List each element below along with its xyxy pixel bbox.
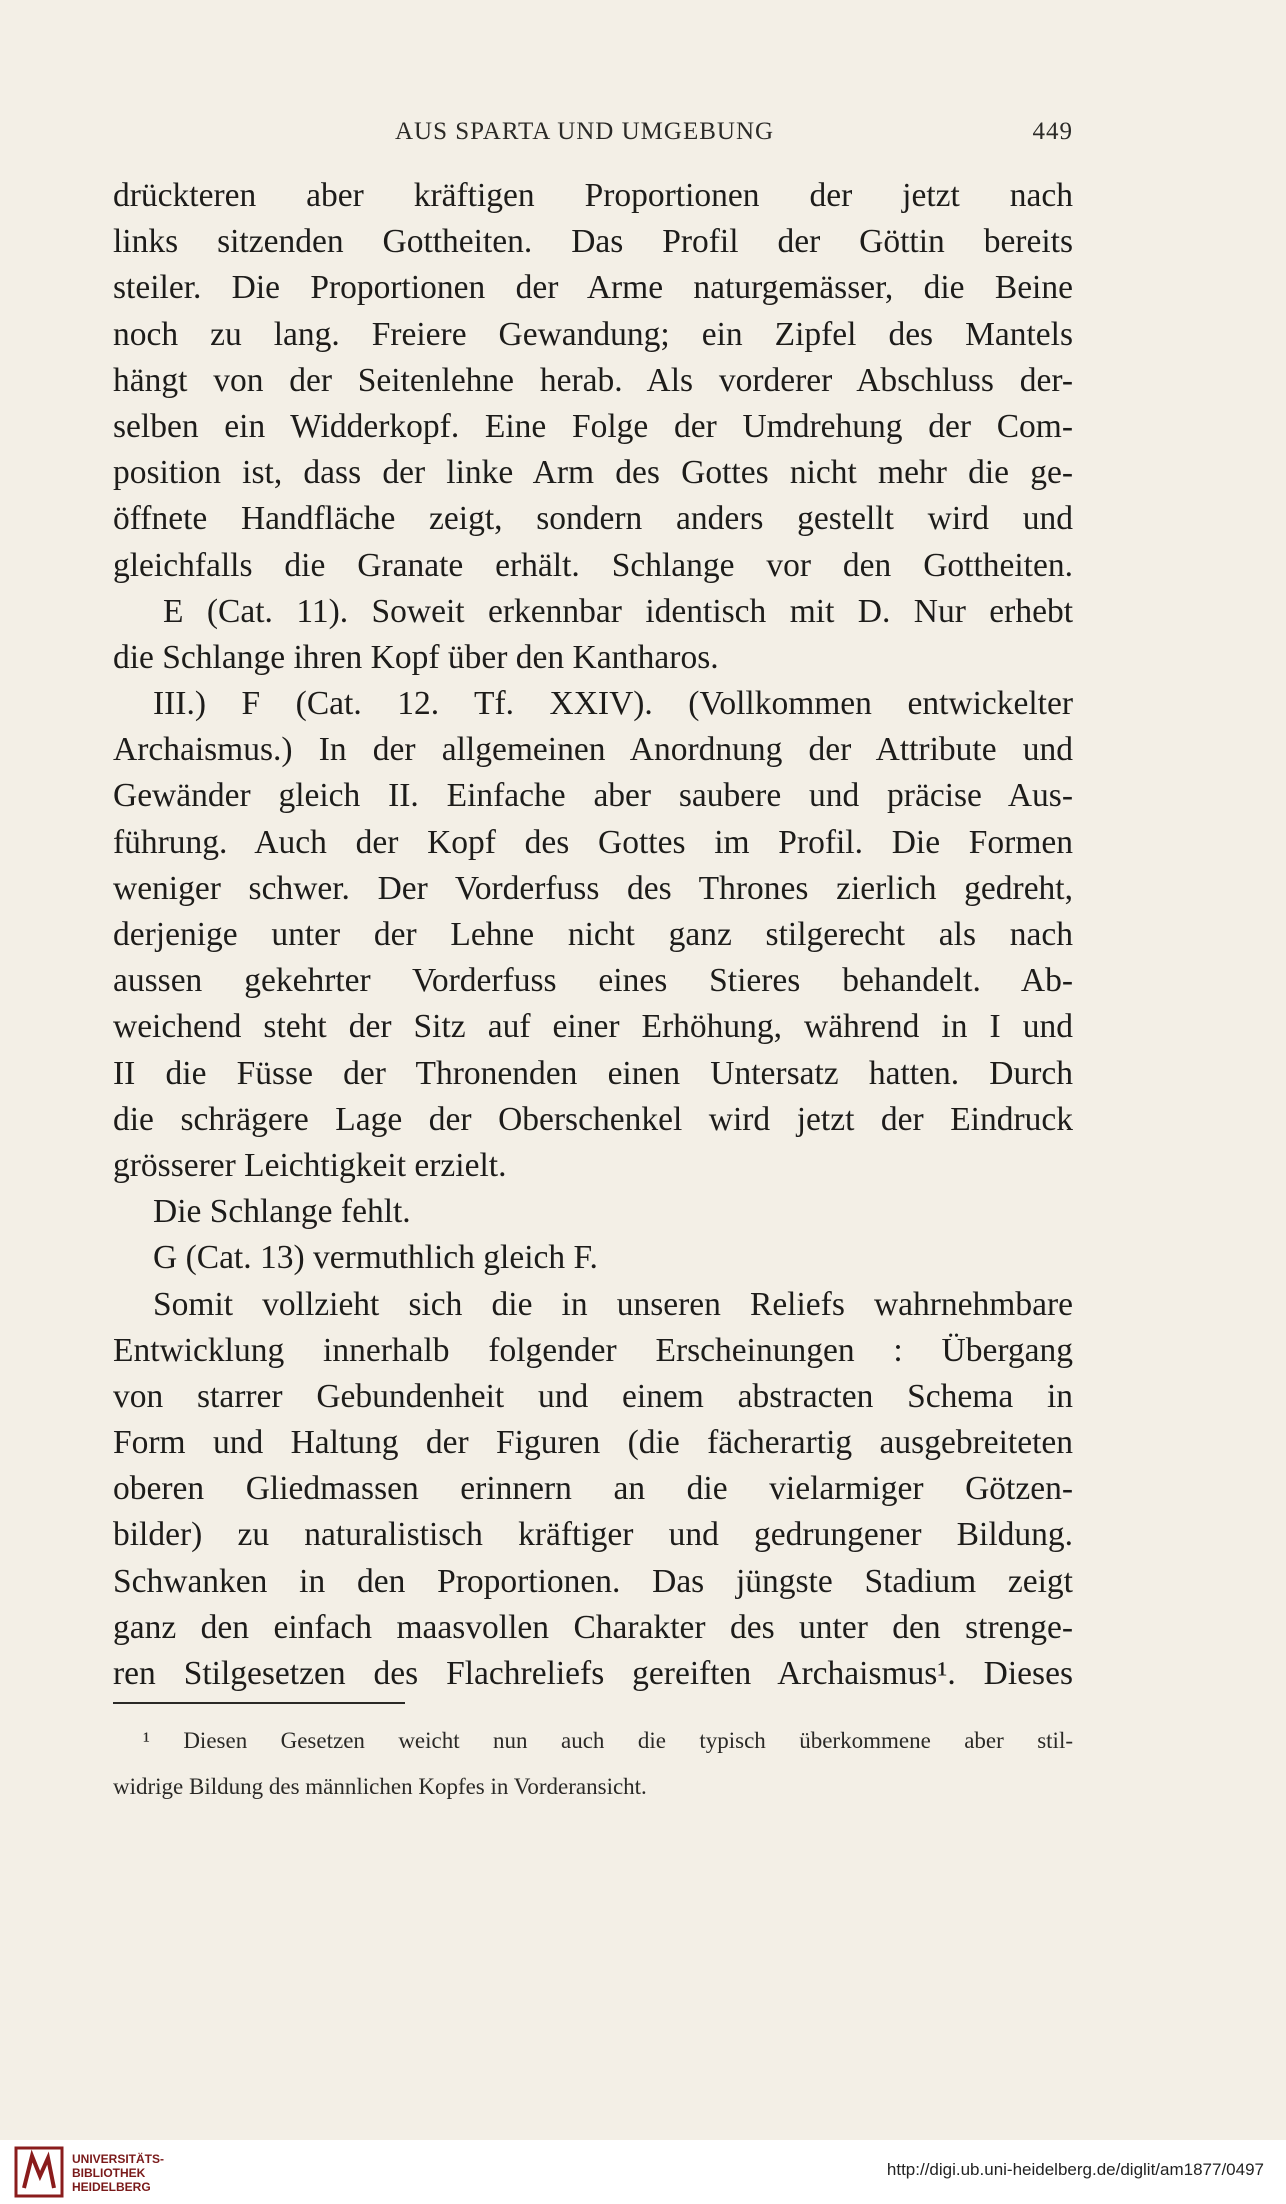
footer-bar	[0, 2140, 1286, 2204]
text-line: E (Cat. 11). Soweit erkennbar identisch mit D. Nur erhebt	[163, 592, 1073, 630]
source-url-link[interactable]: http://digi.ub.uni-heidelberg.de/diglit/am1877/0497	[886, 2160, 1264, 2179]
text-line: links sitzenden Gottheiten. Das Profil der Göttin bereits	[113, 223, 1073, 261]
text-line: oberen Gliedmassen erinnern an die vielarmiger Götzen-	[113, 1470, 1073, 1508]
text-line: Entwicklung innerhalb folgender Erscheinungen : Übergang	[113, 1331, 1073, 1369]
text-line: position ist, dass der linke Arm des Gottes nicht mehr die ge-	[113, 454, 1073, 492]
text-line: steiler. Die Proportionen der Arme naturgemässer, die Beine	[113, 269, 1073, 307]
text-line: selben ein Widderkopf. Eine Folge der Umdrehung der Com-	[113, 407, 1073, 445]
text-line: Die Schlange fehlt.	[153, 1193, 411, 1231]
text-line: gleichfalls die Granate erhält. Schlange vor den Gottheiten.	[113, 546, 1073, 584]
footnote-divider	[113, 1702, 405, 1704]
library-logo-icon	[14, 2146, 64, 2198]
text-line: Archaismus.) In der allgemeinen Anordnung der Attribute und	[113, 731, 1073, 769]
text-line: führung. Auch der Kopf des Gottes im Profil. Die Formen	[113, 823, 1073, 861]
text-line: öffnete Handfläche zeigt, sondern anders gestellt wird und	[113, 500, 1073, 538]
library-name-line: BIBLIOTHEK	[72, 2166, 146, 2180]
text-line: von starrer Gebundenheit und einem abstracten Schema in	[113, 1377, 1073, 1415]
text-line: ren Stilgesetzen des Flachreliefs gereiften Archaismus¹. Dieses	[113, 1655, 1073, 1692]
text-line: Form und Haltung der Figuren (die fächerartig ausgebreiteten	[113, 1424, 1073, 1462]
text-line: G (Cat. 13) vermuthlich gleich F.	[153, 1239, 598, 1277]
library-name-line: HEIDELBERG	[72, 2180, 151, 2194]
text-line: die Schlange ihren Kopf über den Kantharos.	[113, 638, 719, 676]
text-line: Gewänder gleich II. Einfache aber saubere und präcise Aus-	[113, 777, 1073, 815]
library-name	[72, 2152, 164, 2194]
body-text	[113, 173, 1073, 1697]
text-line: drückteren aber kräftigen Proportionen der jetzt nach	[113, 177, 1073, 214]
text-line: hängt von der Seitenlehne herab. Als vorderer Abschluss der-	[113, 361, 1073, 399]
text-line: II die Füsse der Thronenden einen Untersatz hatten. Durch	[113, 1054, 1073, 1092]
text-line: weniger schwer. Der Vorderfuss des Thrones zierlich gedreht,	[113, 869, 1073, 907]
text-line: die schrägere Lage der Oberschenkel wird jetzt der Eindruck	[113, 1100, 1073, 1138]
library-name-line: UNIVERSITÄTS-	[72, 2152, 165, 2166]
running-head-title: AUS SPARTA UND UMGEBUNG	[395, 118, 775, 145]
text-line: Schwanken in den Proportionen. Das jüngste Stadium zeigt	[113, 1562, 1073, 1600]
text-line: derjenige unter der Lehne nicht ganz stilgerecht als nach	[113, 916, 1073, 953]
footnote-line: widrige Bildung des männlichen Kopfes in Vorderansicht.	[113, 1774, 647, 1800]
footnote	[113, 1725, 1073, 1817]
text-line: noch zu lang. Freiere Gewandung; ein Zipfel des Mantels	[113, 315, 1073, 353]
text-line: aussen gekehrter Vorderfuss eines Stieres behandelt. Ab-	[113, 962, 1073, 1000]
text-line: III.) F (Cat. 12. Tf. XXIV). (Vollkommen entwickelter	[153, 685, 1073, 723]
page-number: 449	[1032, 118, 1073, 145]
footnote-line: ¹ Diesen Gesetzen weicht nun auch die typisch überkommene aber stil-	[143, 1728, 1073, 1753]
text-line: Somit vollzieht sich die in unseren Reliefs wahrnehmbare	[153, 1285, 1073, 1323]
text-line: bilder) zu naturalistisch kräftiger und gedrungener Bildung.	[113, 1516, 1073, 1554]
text-line: grösserer Leichtigkeit erzielt.	[113, 1146, 507, 1184]
text-line: weichend steht der Sitz auf einer Erhöhung, während in I und	[113, 1008, 1073, 1046]
text-line: ganz den einfach maasvollen Charakter des unter den strenge-	[113, 1608, 1073, 1646]
